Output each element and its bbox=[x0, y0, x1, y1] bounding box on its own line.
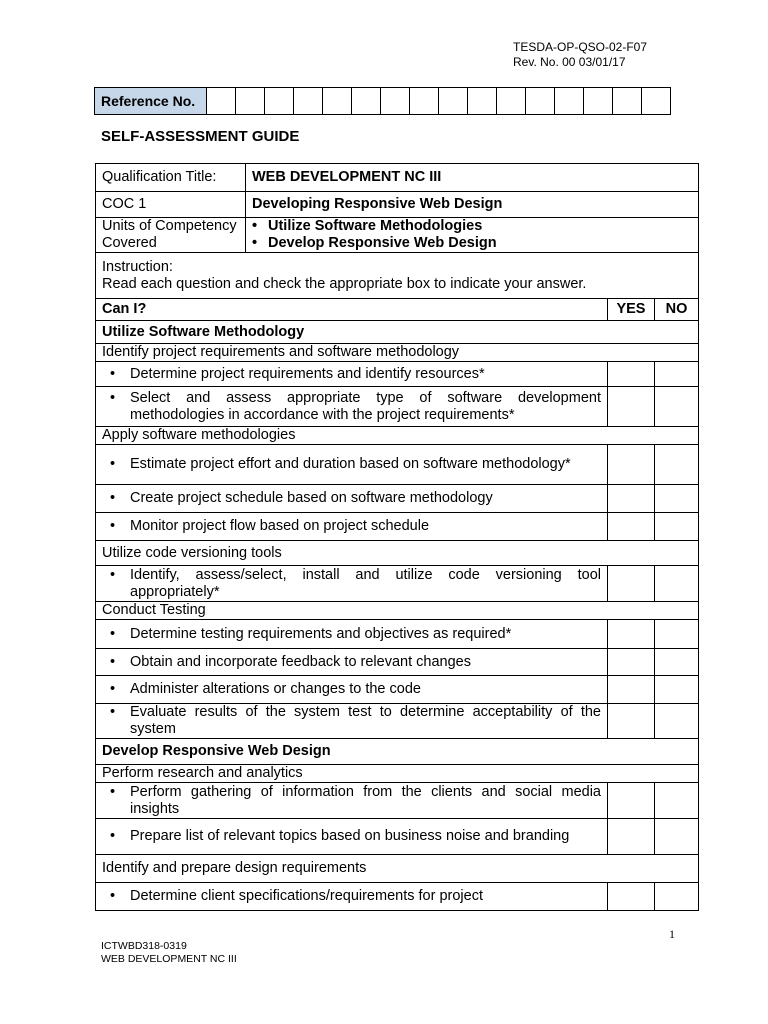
question-cell: • Determine testing requirements and objectives as required* bbox=[96, 620, 608, 649]
form-code: TESDA-OP-QSO-02-F07 bbox=[513, 40, 648, 54]
reference-digit-box[interactable] bbox=[555, 88, 584, 115]
group-row bbox=[96, 855, 699, 883]
question-cell: • Obtain and incorporate feedback to relevant changes bbox=[96, 649, 608, 676]
yes-checkbox[interactable] bbox=[607, 445, 654, 485]
reference-digit-box[interactable] bbox=[613, 88, 642, 115]
question-row bbox=[96, 362, 699, 387]
group-heading: Identify and prepare design requirements bbox=[96, 855, 699, 883]
question-row bbox=[96, 819, 699, 855]
coc-value: Developing Responsive Web Design bbox=[246, 192, 699, 218]
instruction-cell bbox=[96, 253, 699, 299]
no-checkbox[interactable] bbox=[654, 566, 698, 602]
group-row bbox=[96, 427, 699, 445]
unit-item: • Utilize Software Methodologies bbox=[252, 218, 483, 234]
no-checkbox[interactable] bbox=[654, 387, 698, 427]
bullet-icon: • bbox=[252, 235, 258, 251]
qualification-label: Qualification Title: bbox=[96, 164, 246, 192]
reference-number-table bbox=[94, 87, 671, 115]
yes-checkbox[interactable] bbox=[607, 620, 654, 649]
reference-digit-box[interactable] bbox=[526, 88, 555, 115]
reference-label: Reference No. bbox=[95, 88, 207, 115]
no-checkbox[interactable] bbox=[654, 485, 698, 513]
group-heading: Identify project requirements and software methodology bbox=[96, 344, 699, 362]
section-heading: Utilize Software Methodology bbox=[96, 321, 699, 344]
footer-code: ICTWBD318-0319 bbox=[101, 940, 187, 952]
bullet-icon: • bbox=[110, 828, 116, 844]
no-checkbox[interactable] bbox=[654, 445, 698, 485]
question-cell: • Create project schedule based on software methodology bbox=[96, 485, 608, 513]
bullet-icon: • bbox=[110, 518, 116, 534]
bullet-icon: • bbox=[110, 681, 116, 697]
bullet-icon: • bbox=[110, 704, 116, 720]
reference-digit-box[interactable] bbox=[497, 88, 526, 115]
section-row bbox=[96, 321, 699, 344]
yes-column-header: YES bbox=[607, 299, 654, 321]
question-row bbox=[96, 445, 699, 485]
question-row bbox=[96, 620, 699, 649]
question-cell: • Evaluate results of the system test to determine acceptability of the system bbox=[96, 704, 608, 739]
question-row bbox=[96, 485, 699, 513]
yes-checkbox[interactable] bbox=[607, 513, 654, 541]
unit-item: • Develop Responsive Web Design bbox=[252, 235, 497, 251]
question-row bbox=[96, 676, 699, 704]
section-row bbox=[96, 739, 699, 765]
question-row bbox=[96, 649, 699, 676]
question-row bbox=[96, 704, 699, 739]
reference-digit-box[interactable] bbox=[207, 88, 236, 115]
yes-checkbox[interactable] bbox=[607, 387, 654, 427]
bullet-icon: • bbox=[252, 218, 258, 234]
bullet-icon: • bbox=[110, 365, 116, 382]
yes-checkbox[interactable] bbox=[607, 883, 654, 911]
reference-digit-box[interactable] bbox=[323, 88, 352, 115]
group-heading: Perform research and analytics bbox=[96, 765, 699, 783]
footer bbox=[101, 940, 237, 966]
page-title: SELF-ASSESSMENT GUIDE bbox=[101, 128, 300, 145]
no-checkbox[interactable] bbox=[654, 513, 698, 541]
question-row bbox=[96, 513, 699, 541]
no-checkbox[interactable] bbox=[654, 649, 698, 676]
bullet-icon: • bbox=[110, 653, 116, 670]
group-heading: Utilize code versioning tools bbox=[96, 541, 699, 566]
question-cell: • Identify, assess/select, install and utilize code versioning tool appropriately* bbox=[96, 566, 608, 602]
question-row bbox=[96, 883, 699, 911]
group-row bbox=[96, 344, 699, 362]
yes-checkbox[interactable] bbox=[607, 566, 654, 602]
question-cell: • Determine client specifications/requirements for project bbox=[96, 883, 608, 911]
bullet-icon: • bbox=[110, 625, 116, 642]
bullet-icon: • bbox=[110, 456, 116, 472]
no-checkbox[interactable] bbox=[654, 883, 698, 911]
units-row bbox=[96, 218, 699, 253]
yes-checkbox[interactable] bbox=[607, 819, 654, 855]
instruction-row bbox=[96, 253, 699, 299]
reference-digit-box[interactable] bbox=[352, 88, 381, 115]
qualification-value: WEB DEVELOPMENT NC III bbox=[246, 164, 699, 192]
question-cell: • Estimate project effort and duration based on software methodology* bbox=[96, 445, 608, 485]
no-column-header: NO bbox=[654, 299, 698, 321]
question-cell: • Select and assess appropriate type of software development methodologies in accordance with the project requirements* bbox=[96, 387, 608, 427]
reference-digit-box[interactable] bbox=[236, 88, 265, 115]
no-checkbox[interactable] bbox=[654, 704, 698, 739]
no-checkbox[interactable] bbox=[654, 362, 698, 387]
question-cell: • Administer alterations or changes to the code bbox=[96, 676, 608, 704]
bullet-icon: • bbox=[110, 389, 116, 406]
group-row bbox=[96, 541, 699, 566]
reference-digit-box[interactable] bbox=[294, 88, 323, 115]
column-header-row bbox=[96, 299, 699, 321]
yes-checkbox[interactable] bbox=[607, 362, 654, 387]
bullet-icon: • bbox=[110, 490, 116, 506]
group-heading: Apply software methodologies bbox=[96, 427, 699, 445]
qualification-row bbox=[96, 164, 699, 192]
question-cell: • Determine project requirements and identify resources* bbox=[96, 362, 608, 387]
question-cell: • Prepare list of relevant topics based on business noise and branding bbox=[96, 819, 608, 855]
bullet-icon: • bbox=[110, 888, 116, 904]
question-cell: • Monitor project flow based on project schedule bbox=[96, 513, 608, 541]
section-heading: Develop Responsive Web Design bbox=[96, 739, 699, 765]
reference-digit-box[interactable] bbox=[439, 88, 468, 115]
no-checkbox[interactable] bbox=[654, 620, 698, 649]
no-checkbox[interactable] bbox=[654, 676, 698, 704]
reference-digit-box[interactable] bbox=[410, 88, 439, 115]
question-column-header: Can I? bbox=[96, 299, 608, 321]
reference-digit-box[interactable] bbox=[265, 88, 294, 115]
bullet-icon: • bbox=[110, 783, 116, 800]
reference-digit-box[interactable] bbox=[584, 88, 613, 115]
question-cell: • Perform gathering of information from the clients and social media insights bbox=[96, 783, 608, 819]
footer-title: WEB DEVELOPMENT NC III bbox=[101, 953, 237, 965]
question-row bbox=[96, 783, 699, 819]
reference-digit-box[interactable] bbox=[642, 88, 671, 115]
no-checkbox[interactable] bbox=[654, 783, 698, 819]
revision-number: Rev. No. 00 03/01/17 bbox=[513, 55, 626, 69]
question-row bbox=[96, 387, 699, 427]
instruction-label: Instruction: bbox=[102, 259, 173, 275]
self-assessment-table bbox=[95, 163, 699, 911]
group-heading: Conduct Testing bbox=[96, 602, 699, 620]
group-row bbox=[96, 602, 699, 620]
bullet-icon: • bbox=[110, 566, 116, 583]
reference-digit-box[interactable] bbox=[468, 88, 497, 115]
reference-digit-box[interactable] bbox=[381, 88, 410, 115]
group-row bbox=[96, 765, 699, 783]
coc-label: COC 1 bbox=[96, 192, 246, 218]
instruction-text: Read each question and check the appropriate box to indicate your answer. bbox=[102, 276, 587, 292]
no-checkbox[interactable] bbox=[654, 819, 698, 855]
yes-checkbox[interactable] bbox=[607, 676, 654, 704]
yes-checkbox[interactable] bbox=[607, 783, 654, 819]
question-row bbox=[96, 566, 699, 602]
yes-checkbox[interactable] bbox=[607, 704, 654, 739]
document-code bbox=[513, 40, 647, 70]
yes-checkbox[interactable] bbox=[607, 649, 654, 676]
page-number: 1 bbox=[669, 927, 675, 941]
units-label: Units of Competency Covered bbox=[96, 218, 246, 253]
yes-checkbox[interactable] bbox=[607, 485, 654, 513]
coc-row bbox=[96, 192, 699, 218]
units-list bbox=[246, 218, 699, 253]
